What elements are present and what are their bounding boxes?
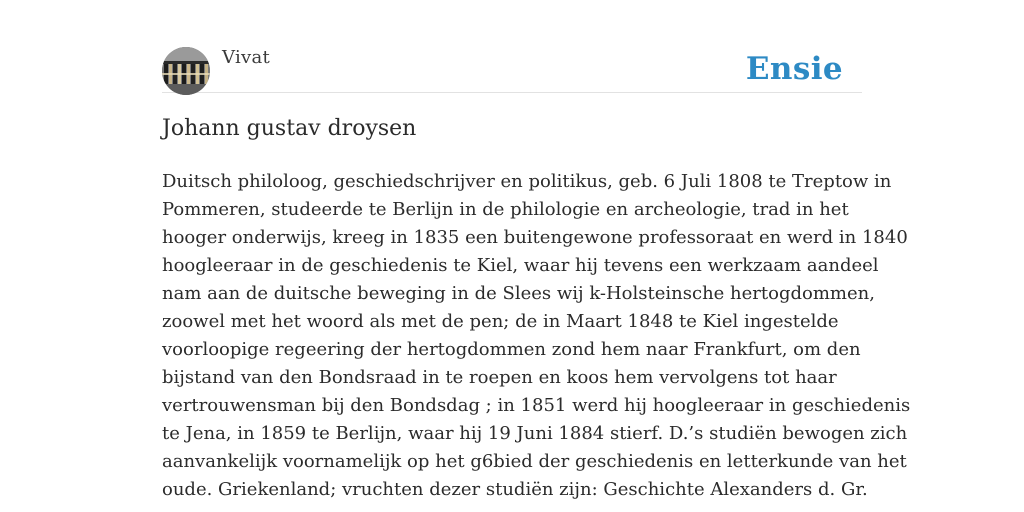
- article-line: Duitsch philoloog, geschiedschrijver en politikus, geb. 6 Juli 1808 te Treptow in: [162, 171, 892, 192]
- article-line: zoowel met het woord als met de pen; de in Maart 1848 te Kiel ingestelde: [162, 311, 839, 332]
- article-line: oude. Griekenland; vruchten dezer studiën zijn: Geschichte Alexanders d. Gr.: [162, 479, 868, 500]
- article-line: vertrouwensman bij den Bondsdag ; in 1851 werd hij hoogleeraar in geschiedenis: [162, 395, 911, 416]
- article-body: [162, 168, 911, 504]
- book-spines-icon[interactable]: [162, 47, 210, 95]
- article-line: aanvankelijk voornamelijk op het g6bied der geschiedenis en letterkunde van het: [162, 451, 907, 472]
- article-line: hoogleeraar in de geschiedenis te Kiel, waar hij tevens een werkzaam aandeel: [162, 255, 879, 276]
- brand-logo[interactable]: Ensie: [745, 51, 843, 87]
- site-header: [162, 46, 862, 93]
- site-name[interactable]: Vivat: [222, 47, 271, 68]
- article-line: hooger onderwijs, kreeg in 1835 een buitengewone professoraat en werd in 1840: [162, 227, 908, 248]
- article-line: bijstand van den Bondsraad in te roepen en koos hem vervolgens tot haar: [162, 367, 837, 388]
- article-line: Pommeren, studeerde te Berlijn in de philologie en archeologie, trad in het: [162, 199, 849, 220]
- article-line: nam aan de duitsche beweging in de Slees wij k-Holsteinsche hertogdommen,: [162, 283, 875, 304]
- article-line: voorloopige regeering der hertogdommen zond hem naar Frankfurt, om den: [162, 339, 861, 360]
- article-line: te Jena, in 1859 te Berlijn, waar hij 19 Juni 1884 stierf. D.’s studiën bewogen zich: [162, 423, 908, 444]
- page-title: Johann gustav droysen: [162, 116, 417, 141]
